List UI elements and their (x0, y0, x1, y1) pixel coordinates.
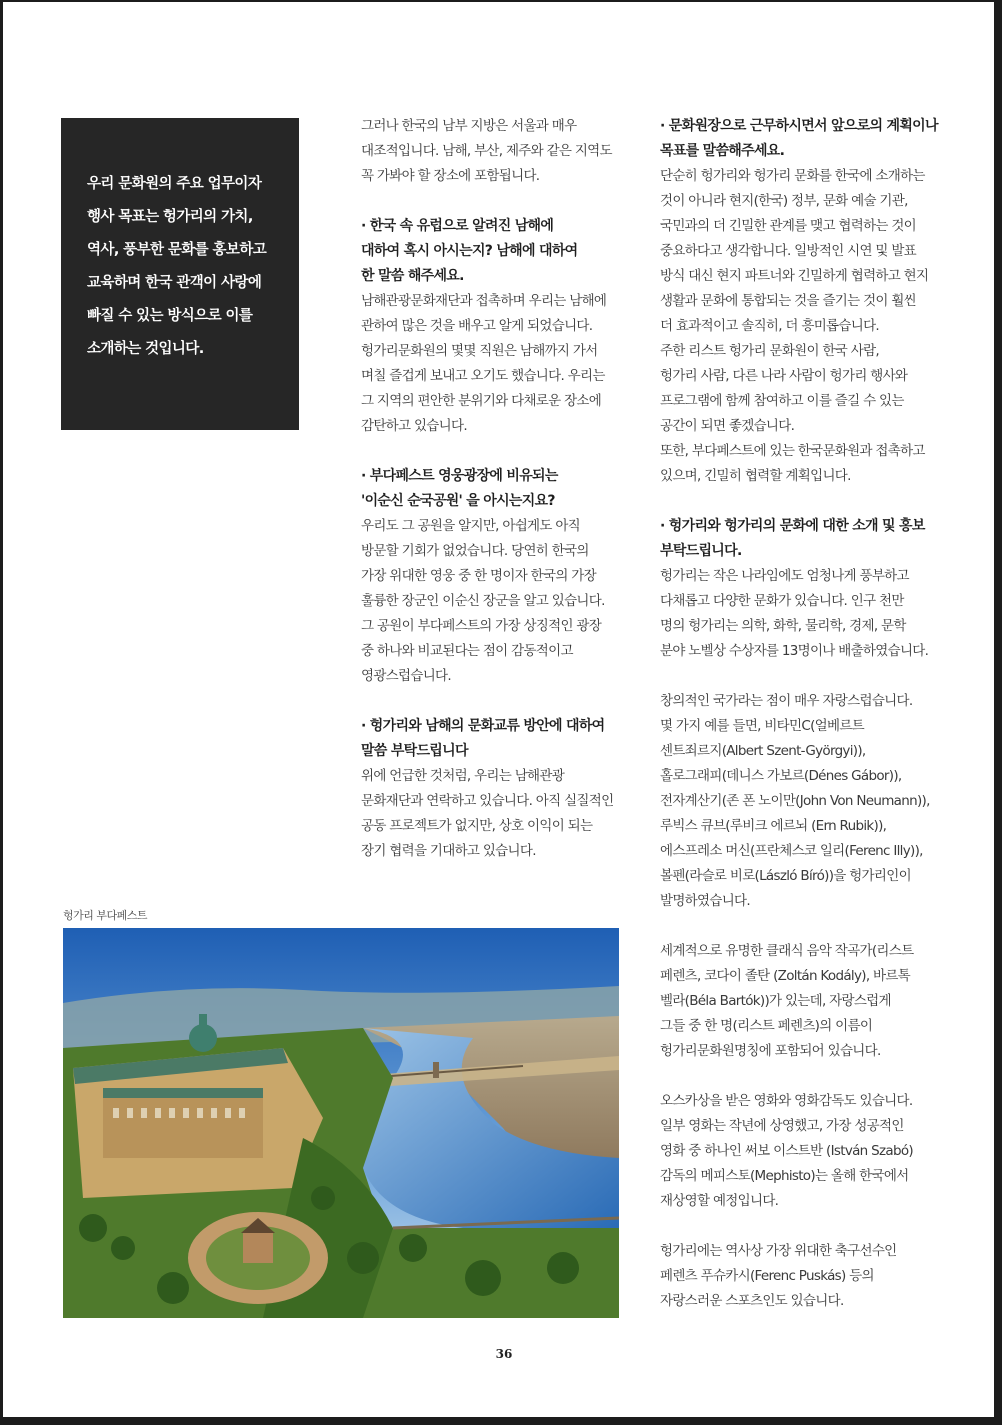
answer-park: 우리도 그 공원을 알지만, 아쉽게도 아직 방문할 기회가 없었습니다. 당연히 한국의 가장 위대한 영웅 중 한 명이자 한국의 가장 훌륭한 장군인 이순신 장군을 알고 있습니다. 그 공원이 부다페스트의 가장 상징적인 광장 중 하나와 비교된다는 점이 감동적이고 영광스럽습니다. (361, 518, 605, 684)
answer-culture-sports: 헝가리에는 역사상 가장 위대한 축구선수인 페렌츠 푸슈카시(Ferenc Puskás) 등의 자랑스러운 스포츠인도 있습니다. (660, 1243, 897, 1309)
answer-culture-inventions: 창의적인 국가라는 점이 매우 자랑스럽습니다. 몇 가지 예를 들면, 비타민C(얼베르트 센트죄르지(Albert Szent-Györgyi)), 홀로그래피(데니스 가보르(Dénes Gábor)), 전자계산기(존 폰 노이만(John Von Neumann)), 루빅스 큐브(루비크 에르뇌 (Ern Rubik)), 에스프레소 머신(프란체스코 일리(Ferenc Illy)), 볼펜(라슬로 비로(László Bíró))을 헝가리인이 발명하였습니다. (660, 693, 930, 909)
budapest-aerial-photo (63, 928, 619, 1318)
answer-culture-music: 세계적으로 유명한 클래식 음악 작곡가(리스트 페렌츠, 코다이 졸탄 (Zoltán Kodály), 바르톡 벨라(Béla Bartók))가 있는데, 자랑스럽게 그들 중 한 명(리스트 페렌츠)의 이름이 헝가리문화원명칭에 포함되어 있습니다. (660, 943, 914, 1059)
question-exchange: · 헝가리와 남해의 문화교류 방안에 대하여 말씀 부탁드립니다 (361, 718, 605, 759)
question-namhae: · 한국 속 유럽으로 알려진 남해에 대하여 혹시 아시는지? 남해에 대하여 한 말씀 해주세요. (361, 218, 578, 284)
pull-quote-box (61, 118, 299, 430)
article-column-1 (361, 114, 641, 864)
answer-culture-intro: 헝가리는 작은 나라임에도 엄청나게 풍부하고 다채롭고 다양한 문화가 있습니다. 인구 천만 명의 헝가리는 의학, 화학, 물리학, 경제, 문학 분야 노벨상 수상자를 13명이나 배출하였습니다. (660, 568, 929, 659)
question-culture: · 헝가리와 헝가리의 문화에 대한 소개 및 홍보 부탁드립니다. (660, 518, 925, 559)
answer-namhae: 남해관광문화재단과 접촉하며 우리는 남해에 관하여 많은 것을 배우고 알게 되었습니다. 헝가리문화원의 몇몇 직원은 남해까지 가서 며칠 즐겁게 보내고 오기도 했습니다. 우리는 그 지역의 편안한 분위기와 다채로운 장소에 감탄하고 있습니다. (361, 293, 607, 434)
article-column-2 (660, 114, 956, 1314)
question-park: · 부다페스트 영웅광장에 비유되는 '이순신 순국공원' 을 아시는지요? (361, 468, 558, 509)
photo-caption: 헝가리 부다페스트 (63, 909, 148, 922)
answer-exchange: 위에 언급한 것처럼, 우리는 남해관광 문화재단과 연락하고 있습니다. 아직 실질적인 공동 프로젝트가 없지만, 상호 이익이 되는 장기 협력을 기대하고 있습니다. (361, 768, 614, 859)
pull-quote-text: 우리 문화원의 주요 업무이자 행사 목표는 헝가리의 가치, 역사, 풍부한 문화를 홍보하고 교육하며 한국 관객이 사랑에 빠질 수 있는 방식으로 이를 소개하는 것입니다. (87, 176, 267, 357)
page-number: 36 (495, 1347, 513, 1361)
answer-culture-film: 오스카상을 받은 영화와 영화감독도 있습니다. 일부 영화는 작년에 상영했고, 가장 성공적인 영화 중 하나인 써보 이스트반 (István Szabó) 감독의 메피스토(Mephisto)는 올해 한국에서 재상영할 예정입니다. (660, 1093, 913, 1209)
answer-goals: 단순히 헝가리와 헝가리 문화를 한국에 소개하는 것이 아니라 현지(한국) 정부, 문화 예술 기관, 국민과의 더 긴밀한 관계를 맺고 협력하는 것이 중요하다고 생각합니다. 일방적인 시연 및 발표 방식 대신 현지 파트너와 긴밀하게 협력하고 현지 생활과 문화에 통합되는 것을 즐기는 것이 훨씬 더 효과적이고 솔직히, 더 흥미롭습니다. 주한 리스트 헝가리 문화원이 한국 사람, 헝가리 사람, 다른 나라 사람이 헝가리 행사와 프로그램에 함께 참여하고 이를 즐길 수 있는 공간이 되면 좋겠습니다. 또한, 부다페스트에 있는 한국문화원과 접촉하고 있으며, 긴밀히 협력할 계획입니다. (660, 168, 929, 484)
budapest-illustration (63, 928, 619, 1318)
intro-paragraph: 그러나 한국의 남부 지방은 서울과 매우 대조적입니다. 남해, 부산, 제주와 같은 지역도 꼭 가봐야 할 장소에 포함됩니다. (361, 118, 612, 184)
question-goals: · 문화원장으로 근무하시면서 앞으로의 계획이나 목표를 말씀해주세요. (660, 118, 938, 159)
